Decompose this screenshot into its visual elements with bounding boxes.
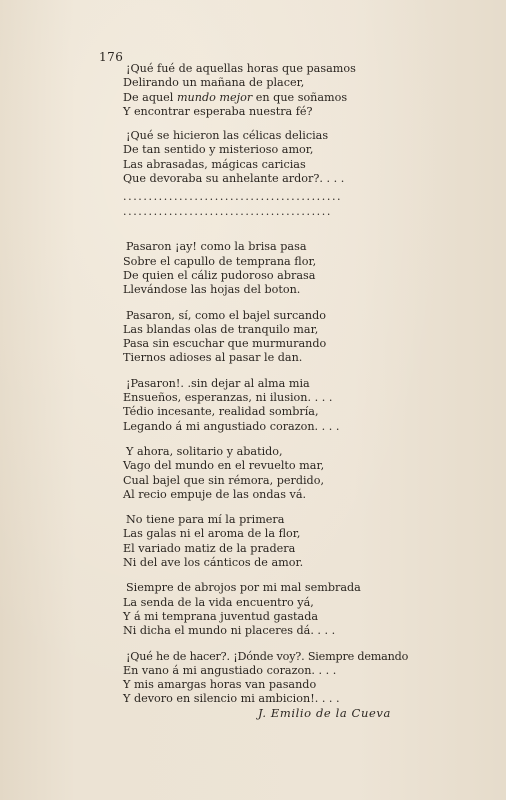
poem-line: Y encontrar esperaba nuestra fé? (123, 104, 313, 118)
stanza-4 (123, 308, 426, 366)
poem (123, 62, 426, 707)
stanza-1 (123, 62, 426, 119)
poem-line: Pasa sin escuchar que murmurando (123, 337, 327, 351)
page-number: 176 (99, 50, 124, 64)
poem-line: ¡Qué fué de aquellas horas que pasamos (126, 62, 356, 75)
poem-line: Y mis amargas horas van pasando (123, 678, 317, 692)
poem-line: Y á mi temprana juventud gastada (123, 609, 319, 623)
poem-line: Siempre de abrojos por mi mal sembrada (126, 581, 361, 595)
poem-line: Sobre el capullo de temprana flor, (123, 254, 317, 268)
stanza-5 (123, 376, 426, 434)
poem-line: En vano á mi angustiado corazon. . . . (123, 663, 337, 677)
poem-line: De quien el cáliz pudoroso abrasa (123, 268, 316, 282)
poem-line: Vago del mundo en el revuelto mar, (123, 459, 325, 473)
poem-line: Las blandas olas de tranquilo mar, (123, 322, 319, 336)
stanza-8 (123, 581, 426, 638)
poem-line: Y devoro en silencio mi ambicion!. . . . (123, 692, 340, 706)
stanza-3 (123, 240, 426, 297)
poem-line: Tiernos adioses al pasar le dan. (123, 351, 303, 365)
poem-line: Ensueños, esperanzas, ni ilusion. . . . (123, 391, 333, 405)
poem-line: Llevándose las hojas del boton. (123, 283, 301, 297)
stanza-6 (123, 444, 426, 502)
poem-line: Legando á mi angustiado corazon. . . . (123, 419, 340, 433)
poem-line: No tiene para mí la primera (126, 513, 285, 527)
stanza-7 (123, 513, 426, 570)
poem-line: Pasaron, sí, como el bajel surcando (126, 308, 326, 322)
poem-line: Pasaron ¡ay! como la brisa pasa (126, 240, 307, 254)
ellipsis-row: ........................................... (123, 190, 343, 204)
author-signature: J. Emilio de la Cueva (258, 706, 391, 720)
poem-line: Y ahora, solitario y abatido, (126, 444, 283, 458)
poem-line: Ni del ave los cánticos de amor. (123, 556, 304, 570)
poem-line: Tédio incesante, realidad sombría, (123, 405, 319, 419)
italic-phrase: mundo mejor (176, 90, 253, 104)
ellipsis-row: ......................................... (123, 205, 332, 219)
poem-line: Que devoraba su anhelante ardor?. . . . (123, 172, 345, 186)
poem-line: Ni dicha el mundo ni placeres dá. . . . (123, 624, 336, 638)
poem-line: Las galas ni el aroma de la flor, (123, 527, 301, 541)
poem-line: La senda de la vida encuentro yá, (123, 595, 314, 609)
stanza-9 (123, 649, 426, 707)
poem-line: Al recio empuje de las ondas vá. (123, 487, 307, 501)
poem-line: Cual bajel que sin rémora, perdido, (123, 473, 325, 487)
stanza-2 (123, 129, 426, 219)
poem-line: De tan sentido y misterioso amor, (123, 143, 314, 157)
poem-line: El variado matiz de la pradera (123, 541, 296, 555)
poem-line: ¡Qué se hicieron las célicas delicias (126, 129, 329, 143)
poem-text: en que soñamos (252, 90, 348, 104)
poem-line: Las abrasadas, mágicas caricias (123, 157, 306, 171)
poem-line (123, 91, 426, 105)
poem-line: ¡Pasaron!. .sin dejar al alma mia (126, 376, 310, 390)
poem-text: De aquel (123, 90, 177, 104)
poem-line: ¡Qué he de hacer?. ¡Dónde voy?. Siempre demando (126, 649, 409, 663)
poem-line: Delirando un mañana de placer, (123, 76, 305, 90)
